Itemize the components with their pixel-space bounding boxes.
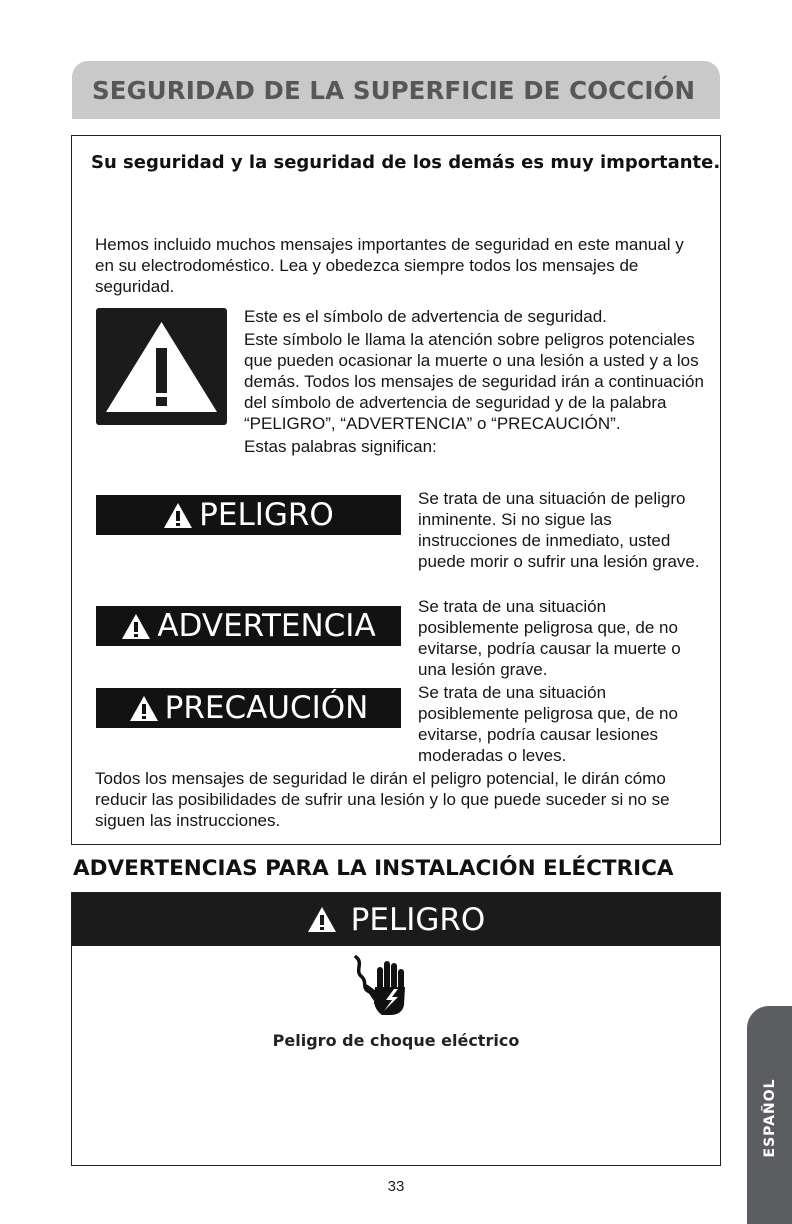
signal-word-danger xyxy=(96,495,401,535)
signal-description-caution: Se trata de una situación posiblemente peligrosa que, de no evitarse, podría causar lesiones moderadas o leves. xyxy=(418,683,678,765)
warning-triangle-icon xyxy=(307,906,337,933)
signal-word-warning xyxy=(96,606,401,646)
electrical-warning-box xyxy=(71,892,721,1166)
safety-info-box xyxy=(71,135,721,845)
signal-description-danger: Se trata de una situación de peligro inminente. Si no sigue las instrucciones de inmediato, usted puede morir o sufrir una lesión grave. xyxy=(418,489,700,571)
safety-intro: Hemos incluido muchos mensajes importantes de seguridad en este manual y en su electrodoméstico. Lea y obedezca siempre todos los mensajes de seguridad. xyxy=(95,235,684,296)
section-header xyxy=(72,61,720,119)
safety-heading: Su seguridad y la seguridad de los demás es muy importante. xyxy=(91,152,721,173)
symbol-line: Este es el símbolo de advertencia de seguridad. xyxy=(244,307,607,326)
language-tab xyxy=(747,1006,792,1224)
words-mean-label: Estas palabras significan: xyxy=(244,437,437,456)
electric-shock-hand-icon xyxy=(350,953,414,1017)
symbol-explanation xyxy=(244,306,706,457)
page-number: 33 xyxy=(387,1178,405,1195)
electrical-signal-word: PELIGRO xyxy=(350,901,486,938)
warning-triangle-icon xyxy=(96,308,227,425)
signal-description-warning: Se trata de una situación posiblemente peligrosa que, de no evitarse, podría causar la muerte o una lesión grave. xyxy=(418,597,681,679)
warning-triangle-icon xyxy=(121,613,151,640)
shock-hazard-label: Peligro de choque eléctrico xyxy=(272,1031,520,1050)
electrical-heading: ADVERTENCIAS PARA LA INSTALACIÓN ELÉCTRICA xyxy=(73,856,674,881)
safety-closing: Todos los mensajes de seguridad le dirán el peligro potencial, le dirán cómo reducir las posibilidades de sufrir una lesión y lo que puede suceder si no se siguen las instrucciones. xyxy=(95,769,670,830)
signal-word-label: ADVERTENCIA xyxy=(157,608,376,644)
warning-triangle-icon xyxy=(129,695,159,722)
language-tab-label: ESPAÑOL xyxy=(762,1078,778,1158)
electrical-signal-bar xyxy=(72,893,720,946)
signal-word-label: PRECAUCIÓN xyxy=(164,690,369,726)
signal-word-caution xyxy=(96,688,401,728)
symbol-description: Este símbolo le llama la atención sobre peligros potenciales que pueden ocasionar la muerte o una lesión a usted y a los demás. Todos los mensajes de seguridad irán a continuación del símbolo de advertencia de seguridad y de la palabra “PELIGRO”, “ADVERTENCIA” o “PRECAUCIÓN”. xyxy=(244,330,704,433)
warning-triangle-icon xyxy=(163,502,193,529)
signal-word-label: PELIGRO xyxy=(199,497,334,533)
section-title: SEGURIDAD DE LA SUPERFICIE DE COCCIÓN xyxy=(92,76,696,105)
